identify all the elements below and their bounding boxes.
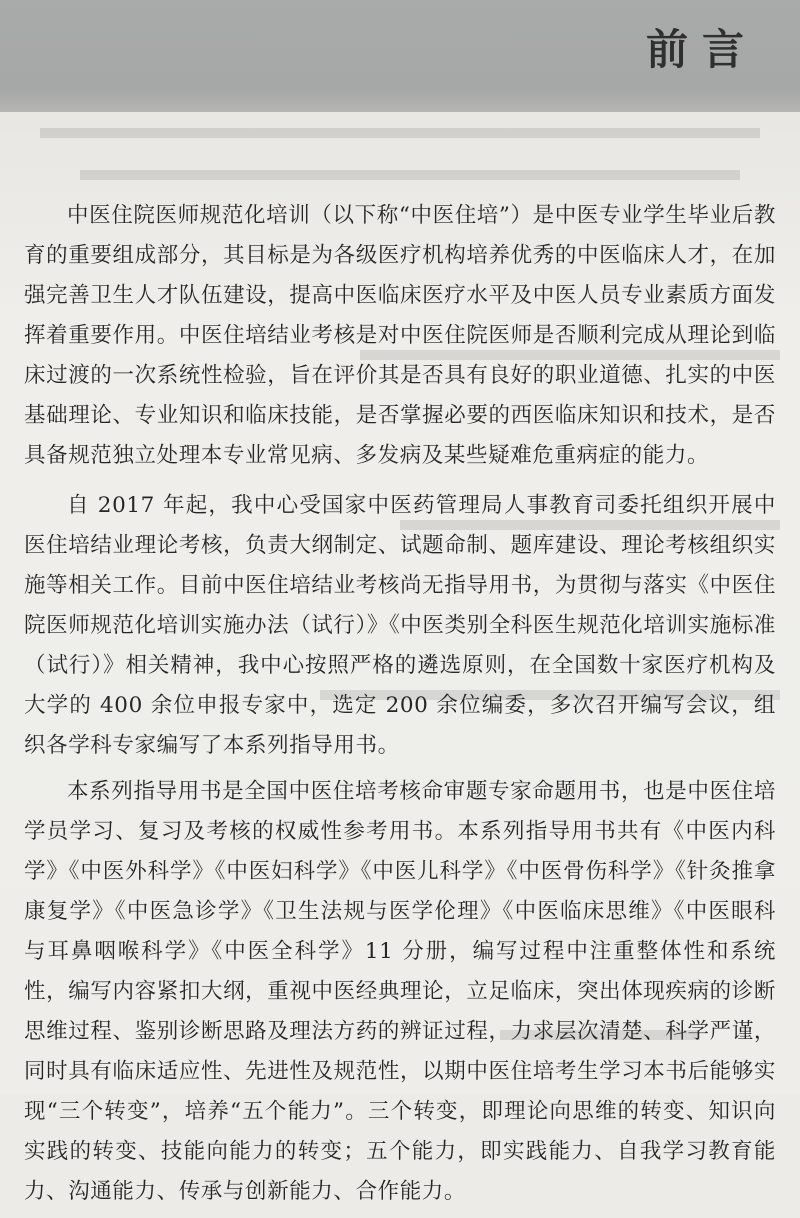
body-text bbox=[24, 196, 776, 1218]
paragraph-2: 自 2017 年起，我中心受国家中医药管理局人事教育司委托组织开展中医住培结业理论考核，负责大纲制定、试题命制、题库建设、理论考核组织实施等相关工作。目前中医住培结业考核尚无指导用书，为贯彻与落实《中医住院医师规范化培训实施办法（试行）》《中医类别全科医生规范化培训实施标准（试行）》相关精神，我中心按照严格的遴选原则，在全国数十家医疗机构及大学的 400 余位申报专家中，选定 200 余位编委，多次召开编写会议，组织各学科专家编写了本系列指导用书。 bbox=[24, 493, 777, 758]
paragraph-3: 本系列指导用书是全国中医住培考核命审题专家命题用书，也是中医住培学员学习、复习及考核的权威性参考用书。本系列指导用书共有《中医内科学》《中医外科学》《中医妇科学》《中医儿科学》《中医骨伤科学》《针灸推拿康复学》《中医急诊学》《卫生法规与医学伦理》《中医临床思维》《中医眼科与耳鼻咽喉科学》《中医全科学》11 分册，编写过程中注重整体性和系统性，编写内容紧扣大纲，重视中医经典理论，立足临床，突出体现疾病的诊断思维过程、鉴别诊断思路及理法方药的辨证过程，力求层次清楚、科学严谨，同时具有临床适应性、先进性及规范性，以期中医住培考生学习本书后能够实现“三个转变”，培养“五个能力”。三个转变，即理论向思维的转变、知识向实践的转变、技能向能力的转变；五个能力，即实践能力、自我学习教育能力、沟通能力、传承与创新能力、合作能力。 bbox=[24, 779, 776, 1204]
header-band bbox=[0, 0, 800, 112]
page-title: 前言 bbox=[645, 25, 758, 74]
paragraph-1: 中医住院医师规范化培训（以下称“中医住培”）是中医专业学生毕业后教育的重要组成部分，其目标是为各级医疗机构培养优秀的中医临床人才，在加强完善卫生人才队伍建设，提高中医临床医疗水平及中医人员专业素质方面发挥着重要作用。中医住培结业考核是对中医住院医师是否顺利完成从理论到临床过渡的一次系统性检验，旨在评价其是否具有良好的职业道德、扎实的中医基础理论、专业知识和临床技能，是否掌握必要的西医临床知识和技术，是否具备规范独立处理本专业常见病、多发病及某些疑难危重病症的能力。 bbox=[24, 203, 776, 468]
